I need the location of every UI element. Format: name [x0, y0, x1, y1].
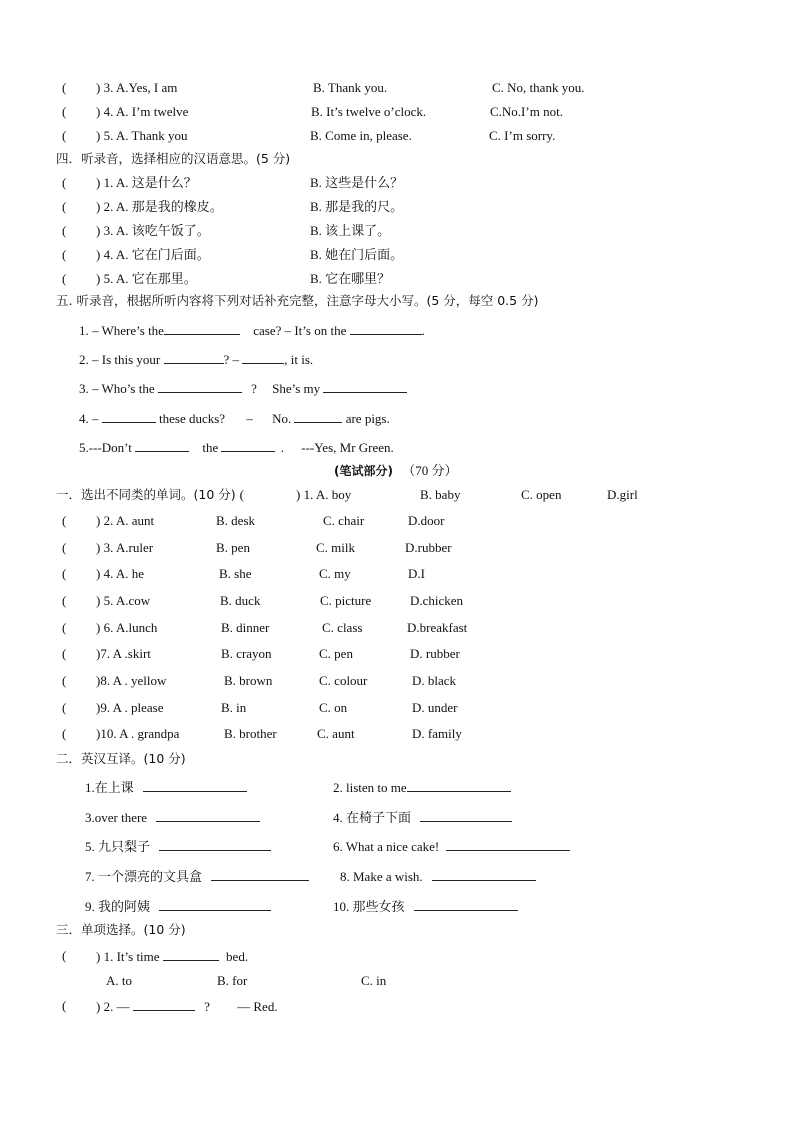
dialogue-line	[79, 410, 390, 427]
question: )9. A . please	[96, 700, 164, 715]
option-c: C. colour	[319, 673, 368, 688]
option-d: D. under	[412, 700, 458, 715]
question: ) 4. A. I’m twelve	[96, 104, 189, 119]
prompt: 7. 一个漂亮的文具盒	[85, 869, 203, 884]
option-c: C. picture	[320, 593, 372, 608]
option-c: C. I’m sorry.	[489, 128, 556, 143]
answer-blank[interactable]	[407, 779, 511, 792]
score: （70 分）	[402, 463, 458, 478]
option-b: B. It’s twelve o’clock.	[311, 104, 427, 119]
title: (笔试部分)	[334, 464, 393, 478]
text: the	[202, 440, 219, 455]
text: ? –	[223, 352, 240, 367]
answer-blank[interactable]	[350, 322, 422, 335]
text: She’s my	[272, 381, 321, 396]
translation-item	[333, 809, 512, 826]
text: , it is.	[284, 352, 314, 367]
option-b: B. for	[217, 973, 248, 988]
option-d: D. family	[412, 726, 462, 741]
option-d: D. black	[412, 673, 457, 688]
question: )10. A . grandpa	[96, 726, 180, 741]
answer-blank[interactable]	[414, 898, 518, 911]
paren: (	[62, 673, 67, 688]
text: –	[246, 411, 253, 426]
prompt: 5. 九只梨子	[85, 839, 151, 854]
text: ?	[251, 381, 257, 396]
answer-blank[interactable]	[143, 779, 247, 792]
paren: (	[239, 487, 244, 502]
dialogue-line	[79, 439, 394, 456]
text: 4. –	[79, 411, 99, 426]
answer-blank[interactable]	[158, 380, 242, 393]
paren: (	[62, 175, 67, 190]
option-c: C. aunt	[317, 726, 355, 741]
option-d: D.rubber	[405, 540, 452, 555]
option-c: C. in	[361, 973, 387, 988]
answer-blank[interactable]	[420, 809, 512, 822]
question: ) 4. A. 它在门后面。	[96, 247, 210, 262]
option-b: B. baby	[420, 487, 461, 502]
answer-blank[interactable]	[102, 410, 156, 423]
dialogue-line	[79, 322, 425, 339]
question: ) 1. A. boy	[296, 487, 352, 502]
paren: (	[62, 513, 67, 528]
paren: (	[62, 726, 67, 741]
translation-item	[333, 838, 570, 855]
option-c: C. open	[521, 487, 562, 502]
answer-blank[interactable]	[294, 410, 342, 423]
text: ) 1. It’s time	[96, 949, 160, 964]
option-b: B. in	[221, 700, 247, 715]
prompt: 4. 在椅子下面	[333, 810, 412, 825]
option-b: B. dinner	[221, 620, 270, 635]
answer-blank[interactable]	[164, 322, 240, 335]
option-d: D.girl	[607, 487, 638, 502]
answer-blank[interactable]	[221, 439, 275, 452]
option-b: B. she	[219, 566, 252, 581]
question-line	[96, 948, 248, 965]
option-c: C.No.I’m not.	[490, 104, 563, 119]
option-b: B. 它在哪里？	[310, 271, 391, 286]
option-c: C. on	[319, 700, 348, 715]
answer-blank[interactable]	[211, 868, 309, 881]
option-a: A. to	[106, 973, 132, 988]
option-d: D. rubber	[410, 646, 460, 661]
paren: (	[62, 948, 67, 963]
paren: (	[62, 700, 67, 715]
option-c: C. my	[319, 566, 351, 581]
section-title-line	[56, 487, 244, 503]
prompt: 8. Make a wish.	[340, 869, 423, 884]
question: ) 2. A. aunt	[96, 513, 155, 528]
text: case? – It’s on the	[253, 323, 347, 338]
prompt: 3.over there	[85, 810, 148, 825]
paren: (	[62, 646, 67, 661]
answer-blank[interactable]	[159, 898, 271, 911]
option-d: D.chicken	[410, 593, 464, 608]
paren: (	[62, 540, 67, 555]
paren: (	[62, 199, 67, 214]
option-b: B. brother	[224, 726, 277, 741]
question: )8. A . yellow	[96, 673, 167, 688]
translation-item	[85, 779, 247, 796]
answer-blank[interactable]	[135, 439, 189, 452]
option-c: C. chair	[323, 513, 365, 528]
translation-item	[333, 779, 511, 796]
option-c: C. class	[322, 620, 363, 635]
text: 3. – Who’s the	[79, 381, 155, 396]
paren: (	[62, 566, 67, 581]
translation-item	[85, 898, 271, 915]
text: ?	[204, 999, 210, 1014]
text: No.	[272, 411, 292, 426]
paren: (	[62, 620, 67, 635]
question: ) 3. A. 该吃午饭了。	[96, 223, 210, 238]
paren: (	[62, 104, 67, 119]
option-b: B. 这些是什么？	[310, 175, 404, 190]
question: ) 4. A. he	[96, 566, 145, 581]
answer-blank[interactable]	[159, 838, 271, 851]
option-b: B. 她在门后面。	[310, 247, 404, 262]
dialogue-line	[79, 351, 313, 368]
translation-item	[85, 868, 309, 885]
prompt: 2. listen to me	[333, 780, 407, 795]
answer-blank[interactable]	[323, 380, 407, 393]
question: )7. A .skirt	[96, 646, 151, 661]
answer-blank[interactable]	[133, 998, 195, 1011]
translation-item	[333, 898, 518, 915]
answer-blank[interactable]	[432, 868, 536, 881]
translation-item	[85, 809, 260, 826]
dialogue-line	[79, 380, 407, 397]
question: ) 5. A. Thank you	[96, 128, 188, 143]
prompt: 1.在上课	[85, 780, 134, 795]
paren: (	[62, 593, 67, 608]
section-title: 二．英汉互译。(10 分)	[56, 751, 186, 766]
option-b: B. Come in, please.	[310, 128, 412, 143]
paren: (	[62, 998, 67, 1013]
question: ) 2. A. 那是我的橡皮。	[96, 199, 223, 214]
question: ) 1. A. 这是什么？	[96, 175, 197, 190]
option-d: D.I	[408, 566, 425, 581]
answer-blank[interactable]	[156, 809, 260, 822]
text: these ducks?	[159, 411, 226, 426]
answer-blank[interactable]	[242, 351, 284, 364]
answer-blank[interactable]	[163, 948, 219, 961]
text: 2. – Is this your	[79, 352, 161, 367]
option-b: B. 该上课了。	[310, 223, 391, 238]
prompt: 9. 我的阿姨	[85, 899, 151, 914]
paren: (	[62, 223, 67, 238]
section-title: 三．单项选择。(10 分)	[56, 922, 186, 937]
option-d: D.breakfast	[407, 620, 468, 635]
translation-item	[340, 868, 536, 885]
question: ) 6. A.lunch	[96, 620, 158, 635]
option-c: C. No, thank you.	[492, 80, 585, 95]
option-b: B. 那是我的尺。	[310, 199, 404, 214]
prompt: 6. What a nice cake!	[333, 839, 440, 854]
answer-blank[interactable]	[446, 838, 570, 851]
option-c: C. pen	[319, 646, 353, 661]
option-b: B. desk	[216, 513, 255, 528]
prompt: 10. 那些女孩	[333, 899, 405, 914]
text: — Red.	[237, 999, 278, 1014]
paren: (	[62, 247, 67, 262]
text: ) 2. —	[96, 999, 130, 1014]
option-b: B. Thank you.	[313, 80, 388, 95]
written-part-title	[334, 463, 458, 479]
text: ---Yes, Mr Green.	[301, 440, 394, 455]
answer-blank[interactable]	[164, 351, 224, 364]
option-c: C. milk	[316, 540, 356, 555]
question: ) 5. A. 它在那里。	[96, 271, 197, 286]
question: ) 3. A.ruler	[96, 540, 154, 555]
section-title: 五. 听录音，根据所听内容将下列对话补充完整，注意字母大小写。(5 分，每空 0.5 分)	[56, 293, 539, 308]
section-title: 四．听录音，选择相应的汉语意思。(5 分)	[56, 151, 291, 166]
text: .	[280, 440, 284, 455]
option-b: B. brown	[224, 673, 273, 688]
text: 5.---Don’t	[79, 440, 132, 455]
text: bed.	[226, 949, 249, 964]
paren: (	[62, 271, 67, 286]
option-b: B. crayon	[221, 646, 272, 661]
option-d: D.door	[408, 513, 445, 528]
question: ) 3. A.Yes, I am	[96, 80, 178, 95]
text: .	[421, 323, 425, 338]
question-line	[96, 998, 278, 1015]
text: are pigs.	[345, 411, 390, 426]
option-b: B. duck	[220, 593, 261, 608]
text: 1. – Where’s the	[79, 323, 164, 338]
paren: (	[62, 80, 67, 95]
option-b: B. pen	[216, 540, 250, 555]
paren: (	[62, 128, 67, 143]
question: ) 5. A.cow	[96, 593, 151, 608]
translation-item	[85, 838, 271, 855]
section-title: 一．选出不同类的单词。(10 分)	[56, 487, 236, 502]
